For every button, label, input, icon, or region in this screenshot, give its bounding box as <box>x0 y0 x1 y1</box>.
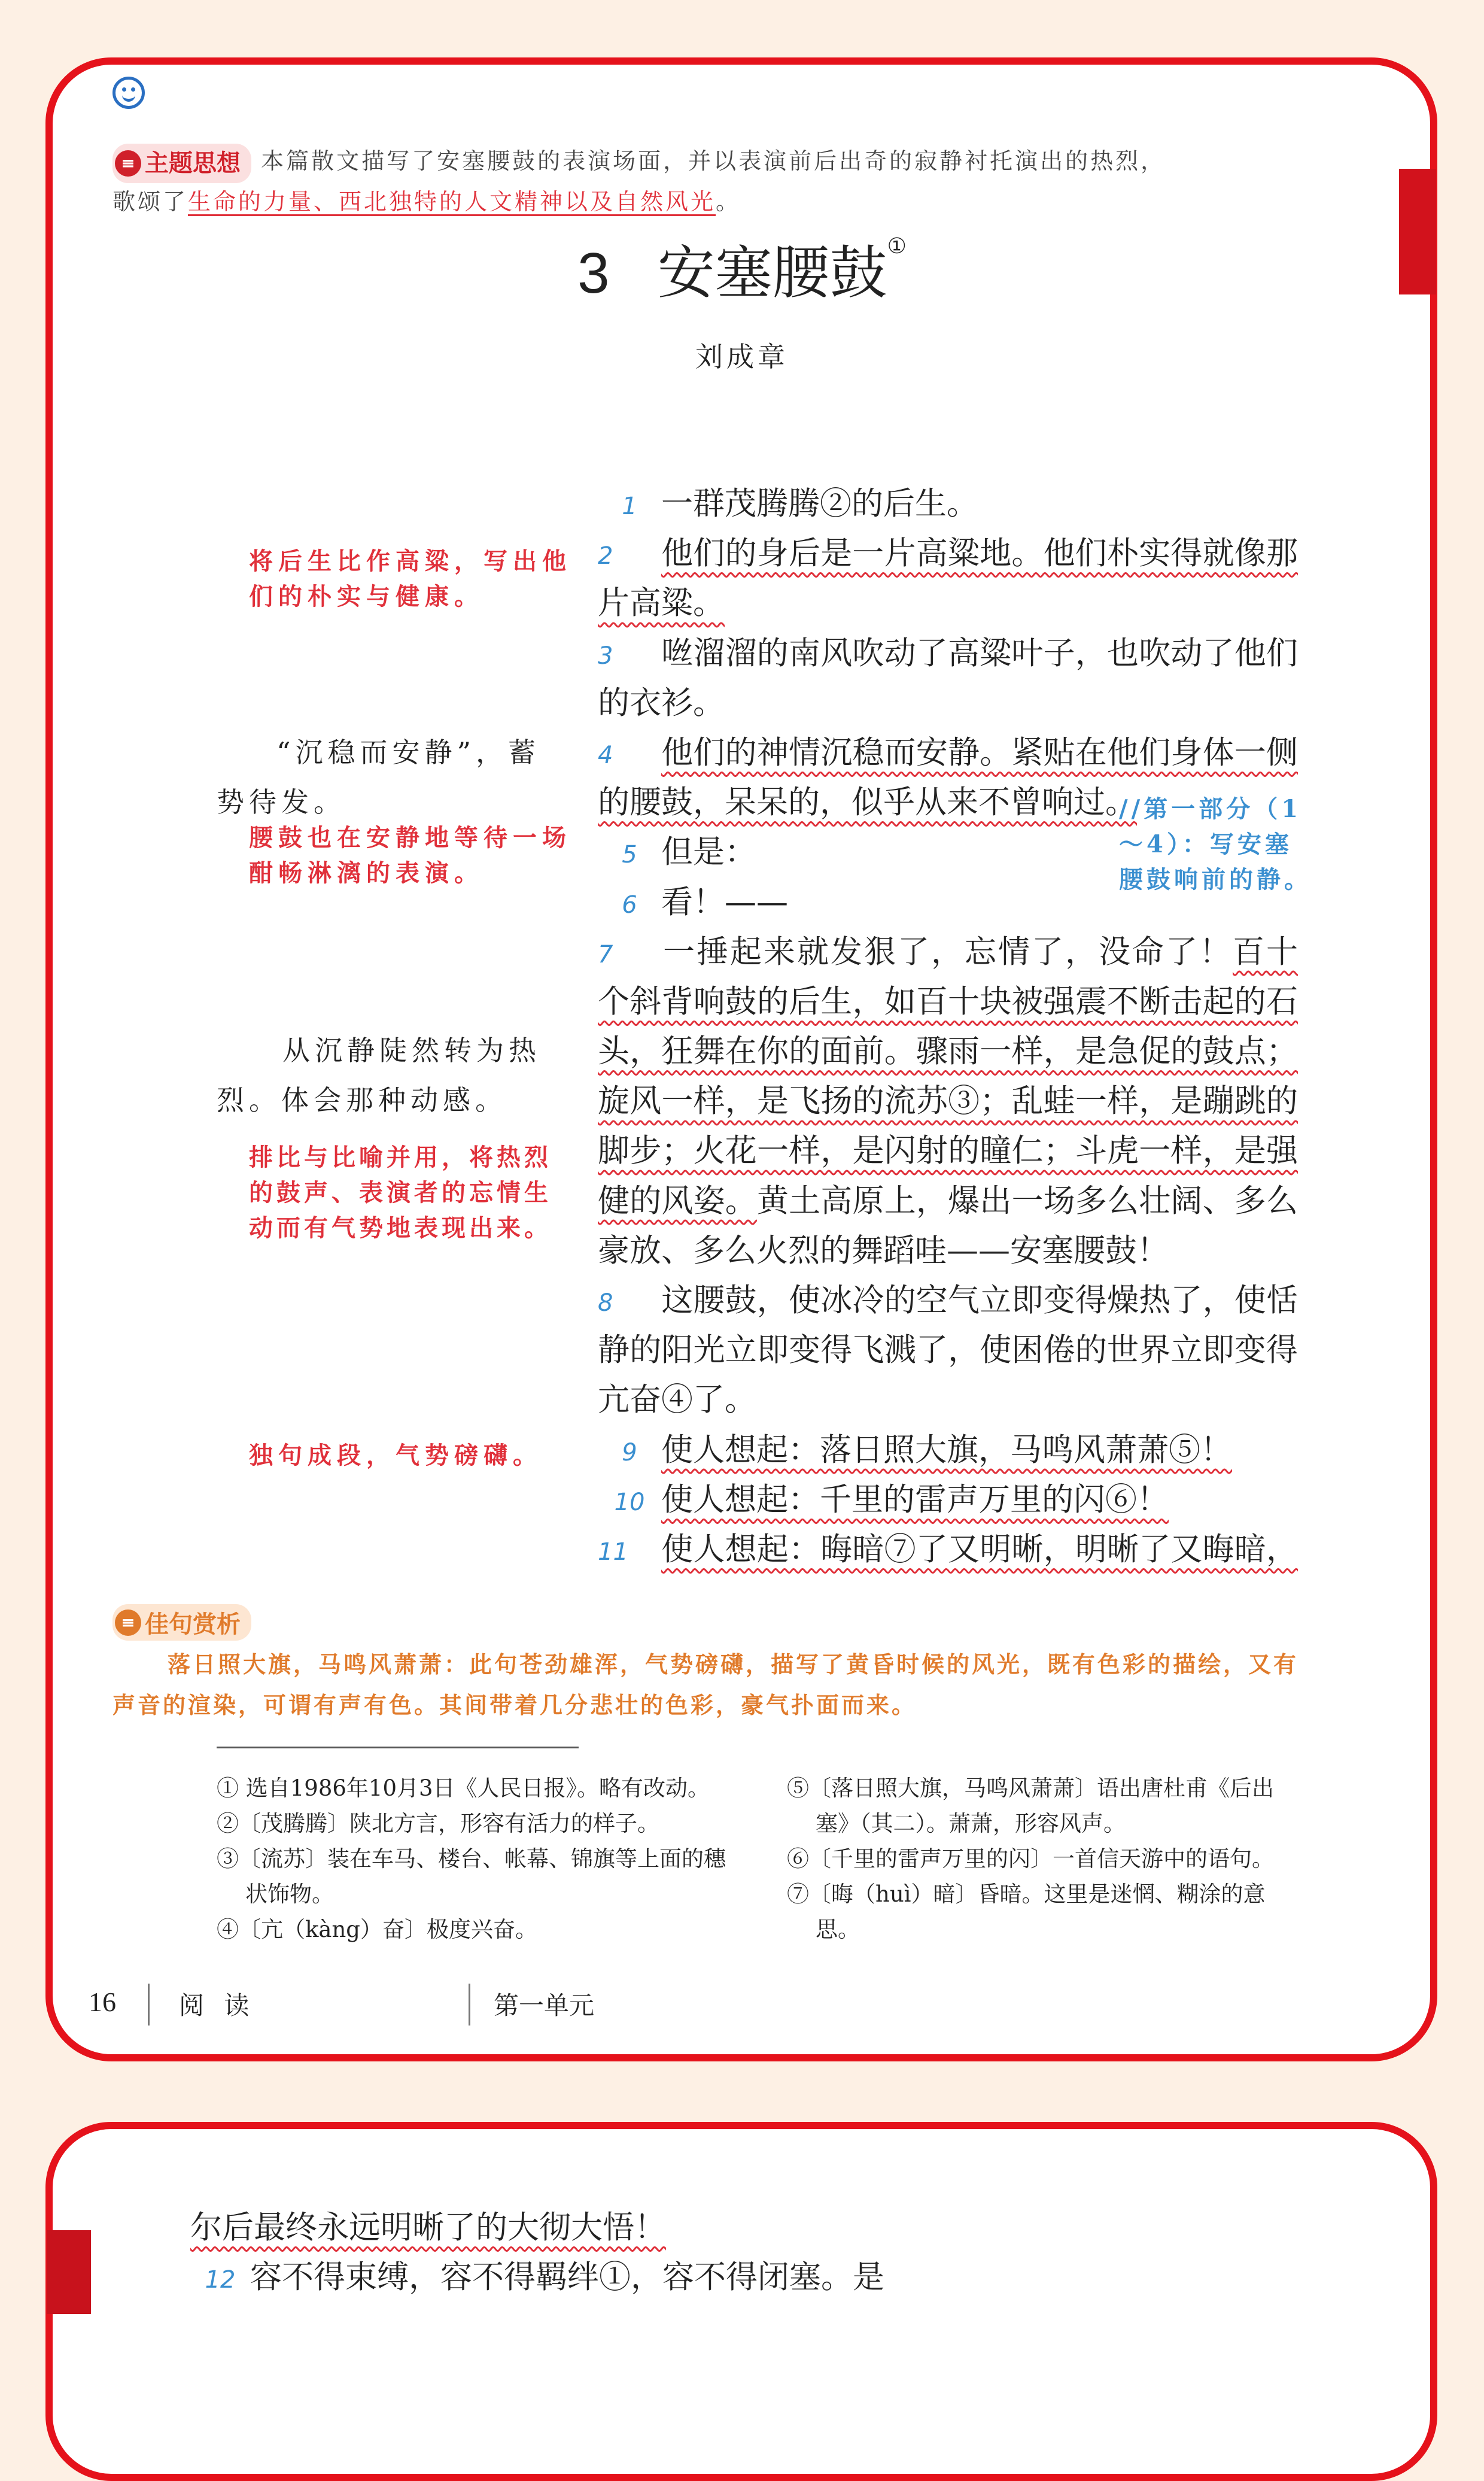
paragraph-number: 11 <box>598 1538 628 1566</box>
footnote: ⑦〔晦（huì）暗〕昏暗。这里是迷惘、糊涂的意思。 <box>787 1881 1266 1942</box>
underlined-text: 头，狂舞在你的面前。骤雨一样，是急促的鼓点； <box>598 1033 1298 1070</box>
author: 刘成章 <box>695 341 789 373</box>
underlined-text: 他们的身后是一片高粱地。他们朴实得就像那 <box>661 535 1298 572</box>
footer-section: 阅 读 <box>179 1991 256 2020</box>
annotation: 从沉静陡然转为热烈。体会那种动感。 <box>217 1034 541 1116</box>
paragraph-number: 8 <box>598 1289 613 1317</box>
text-segment: 黄土高原上，爆出一场多么壮阔、多么 <box>756 1182 1298 1219</box>
paragraph-number: 9 <box>622 1438 637 1466</box>
paragraph-number: 2 <box>598 542 613 570</box>
text-line <box>598 628 1298 678</box>
theme-text: 本篇散文描写了安塞腰鼓的表演场面，并以表演前后出奇的寂静衬托演出的热烈， <box>261 148 1166 174</box>
paragraph-number: 1 <box>622 493 637 520</box>
underlined-text: 他们的神情沉稳而安静。紧贴在他们身体一侧 <box>661 734 1298 771</box>
text-segment: 的衣衫。 <box>598 684 725 721</box>
underlined-text: 百十 <box>1233 933 1298 970</box>
text-segment: 一群茂腾腾②的后生。 <box>661 485 978 522</box>
footer-unit: 第一单元 <box>494 1991 595 2020</box>
smiley-icon <box>112 77 145 109</box>
text-segment: 咝溜溜的南风吹动了高粱叶子，也吹动了他们 <box>661 634 1298 672</box>
side-tab <box>47 2230 91 2314</box>
footnote: ②〔茂腾腾〕陕北方言，形容有活力的样子。 <box>217 1811 659 1836</box>
theme-section: ≡ 主题思想 本篇散文描写了安塞腰鼓的表演场面，并以表演前后出奇的寂静衬托演出的热烈， 歌颂了生命的力量、西北独特的人文精神以及自然风光。 <box>112 142 1309 220</box>
theme-badge-icon: ≡ <box>115 150 141 177</box>
annotation: “沉稳而安静”，蓄势待发。 <box>217 736 541 818</box>
text-line <box>598 1126 1298 1176</box>
paragraph-number: 7 <box>598 940 613 968</box>
paragraph-number: 4 <box>598 741 613 769</box>
text-line <box>598 1325 1298 1375</box>
text-line <box>598 927 1298 977</box>
underlined-text: 片高粱。 <box>598 585 725 622</box>
footer-divider <box>469 1984 470 2026</box>
footer-divider <box>148 1984 150 2026</box>
text-line <box>598 1525 1298 1574</box>
text-line <box>598 1425 1298 1475</box>
footnote: ① 选自1986年10月3日《人民日报》。略有改动。 <box>217 1775 710 1801</box>
annotation: 排比与比喻并用，将热烈的鼓声、表演者的忘情生动而有气势地表现出来。 <box>249 1143 552 1242</box>
footnote: ⑥〔千里的雷声万里的闪〕一首信天游中的语句。 <box>787 1846 1274 1872</box>
text-line <box>598 1226 1298 1276</box>
next-page-text: 尔后最终永远明晰了的大彻大悟！ 12 容不得束缚，容不得羁绊①，容不得闭塞。是 <box>190 2203 884 2305</box>
text-line <box>598 529 1298 578</box>
footnotes-right <box>787 1771 1301 1947</box>
text-line <box>598 1076 1298 1126</box>
underlined-text: 使人想起：落日照大旗，马鸣风萧萧⑤！ <box>661 1431 1232 1468</box>
text-segment: 豪放、多么火烈的舞蹈哇——安塞腰鼓！ <box>598 1232 1169 1269</box>
footnote-divider <box>217 1747 579 1748</box>
text-line <box>598 678 1298 728</box>
article-body <box>598 479 1298 1574</box>
text-segment: 一捶起来就发狠了，忘情了，没命了！ <box>661 933 1233 970</box>
page-number: 16 <box>89 1987 116 2017</box>
footnotes-left <box>217 1771 743 1947</box>
text-line <box>598 977 1298 1027</box>
underlined-text: 健的风姿。 <box>598 1182 757 1219</box>
underlined-text: 脚步；火花一样，是闪射的瞳仁；斗虎一样，是强 <box>598 1132 1298 1170</box>
footnote: ④〔亢（kàng）奋〕极度兴奋。 <box>217 1917 537 1942</box>
underlined-text: 个斜背响鼓的后生，如百十块被强震不断击起的石 <box>598 983 1298 1020</box>
text-line <box>598 1375 1298 1425</box>
annotation: 腰鼓也在安静地等待一场酣畅淋漓的表演。 <box>249 824 571 887</box>
text-line <box>598 1176 1298 1226</box>
theme-highlight: 生命的力量、西北独特的人文精神以及自然风光 <box>188 189 716 215</box>
paragraph-number: 12 <box>205 2266 236 2294</box>
annotation: 独句成段，气势磅礴。 <box>249 1441 542 1469</box>
annotation-section-summary: //第一部分（1～4）：写安塞腰鼓响前的静。 <box>1119 795 1312 894</box>
text-line <box>598 1276 1298 1325</box>
page-title: 3 安塞腰鼓① <box>577 233 907 305</box>
paragraph-number: 10 <box>614 1488 645 1516</box>
paragraph-number: 6 <box>622 891 637 919</box>
underlined-text: 的腰鼓，呆呆的，似乎从来不曾响过。 <box>598 784 1137 821</box>
text-line <box>598 1027 1298 1076</box>
theme-badge: ≡ 主题思想 <box>112 144 251 183</box>
underlined-text: 使人想起：晦暗⑦了又明晰，明晰了又晦暗， <box>661 1530 1298 1568</box>
text-segment: 但是： <box>661 834 756 871</box>
text-line <box>598 479 1298 529</box>
footnote: ⑤〔落日照大旗，马鸣风萧萧〕语出唐杜甫《后出塞》（其二）。萧萧，形容风声。 <box>787 1775 1274 1836</box>
annotation: 将后生比作高粱，写出他们的朴实与健康。 <box>249 547 571 611</box>
text-line <box>598 728 1298 778</box>
footnote: ③〔流苏〕装在车马、楼台、帐幕、锦旗等上面的穗状饰物。 <box>217 1846 726 1907</box>
appreciation-badge: ≡ 佳句赏析 <box>112 1604 251 1641</box>
paragraph-number: 5 <box>622 841 637 869</box>
underlined-text: 使人想起：千里的雷声万里的闪⑥！ <box>661 1481 1169 1518</box>
text-segment: 亢奋④了。 <box>598 1381 756 1419</box>
text-line <box>598 1475 1298 1525</box>
text-line <box>598 578 1298 628</box>
text-segment: 看！—— <box>661 883 788 921</box>
paragraph-number: 3 <box>598 642 613 670</box>
appreciation-badge-icon: ≡ <box>115 1610 141 1636</box>
underlined-text: 旋风一样，是飞扬的流苏③；乱蛙一样，是蹦跳的 <box>598 1083 1298 1120</box>
text-segment: 静的阳光立即变得飞溅了，使困倦的世界立即变得 <box>598 1332 1298 1369</box>
appreciation-section <box>112 1604 1309 1726</box>
text-segment: 这腰鼓，使冰冷的空气立即变得燥热了，使恬 <box>661 1282 1298 1319</box>
appreciation-text: 落日照大旗，马鸣风萧萧：此句苍劲雄浑，气势磅礴，描写了黄昏时候的风光，既有色彩的描绘，又有声音的渲染，可谓有声有色。其间带着几分悲壮的色彩，豪气扑面而来。 <box>112 1651 1299 1718</box>
